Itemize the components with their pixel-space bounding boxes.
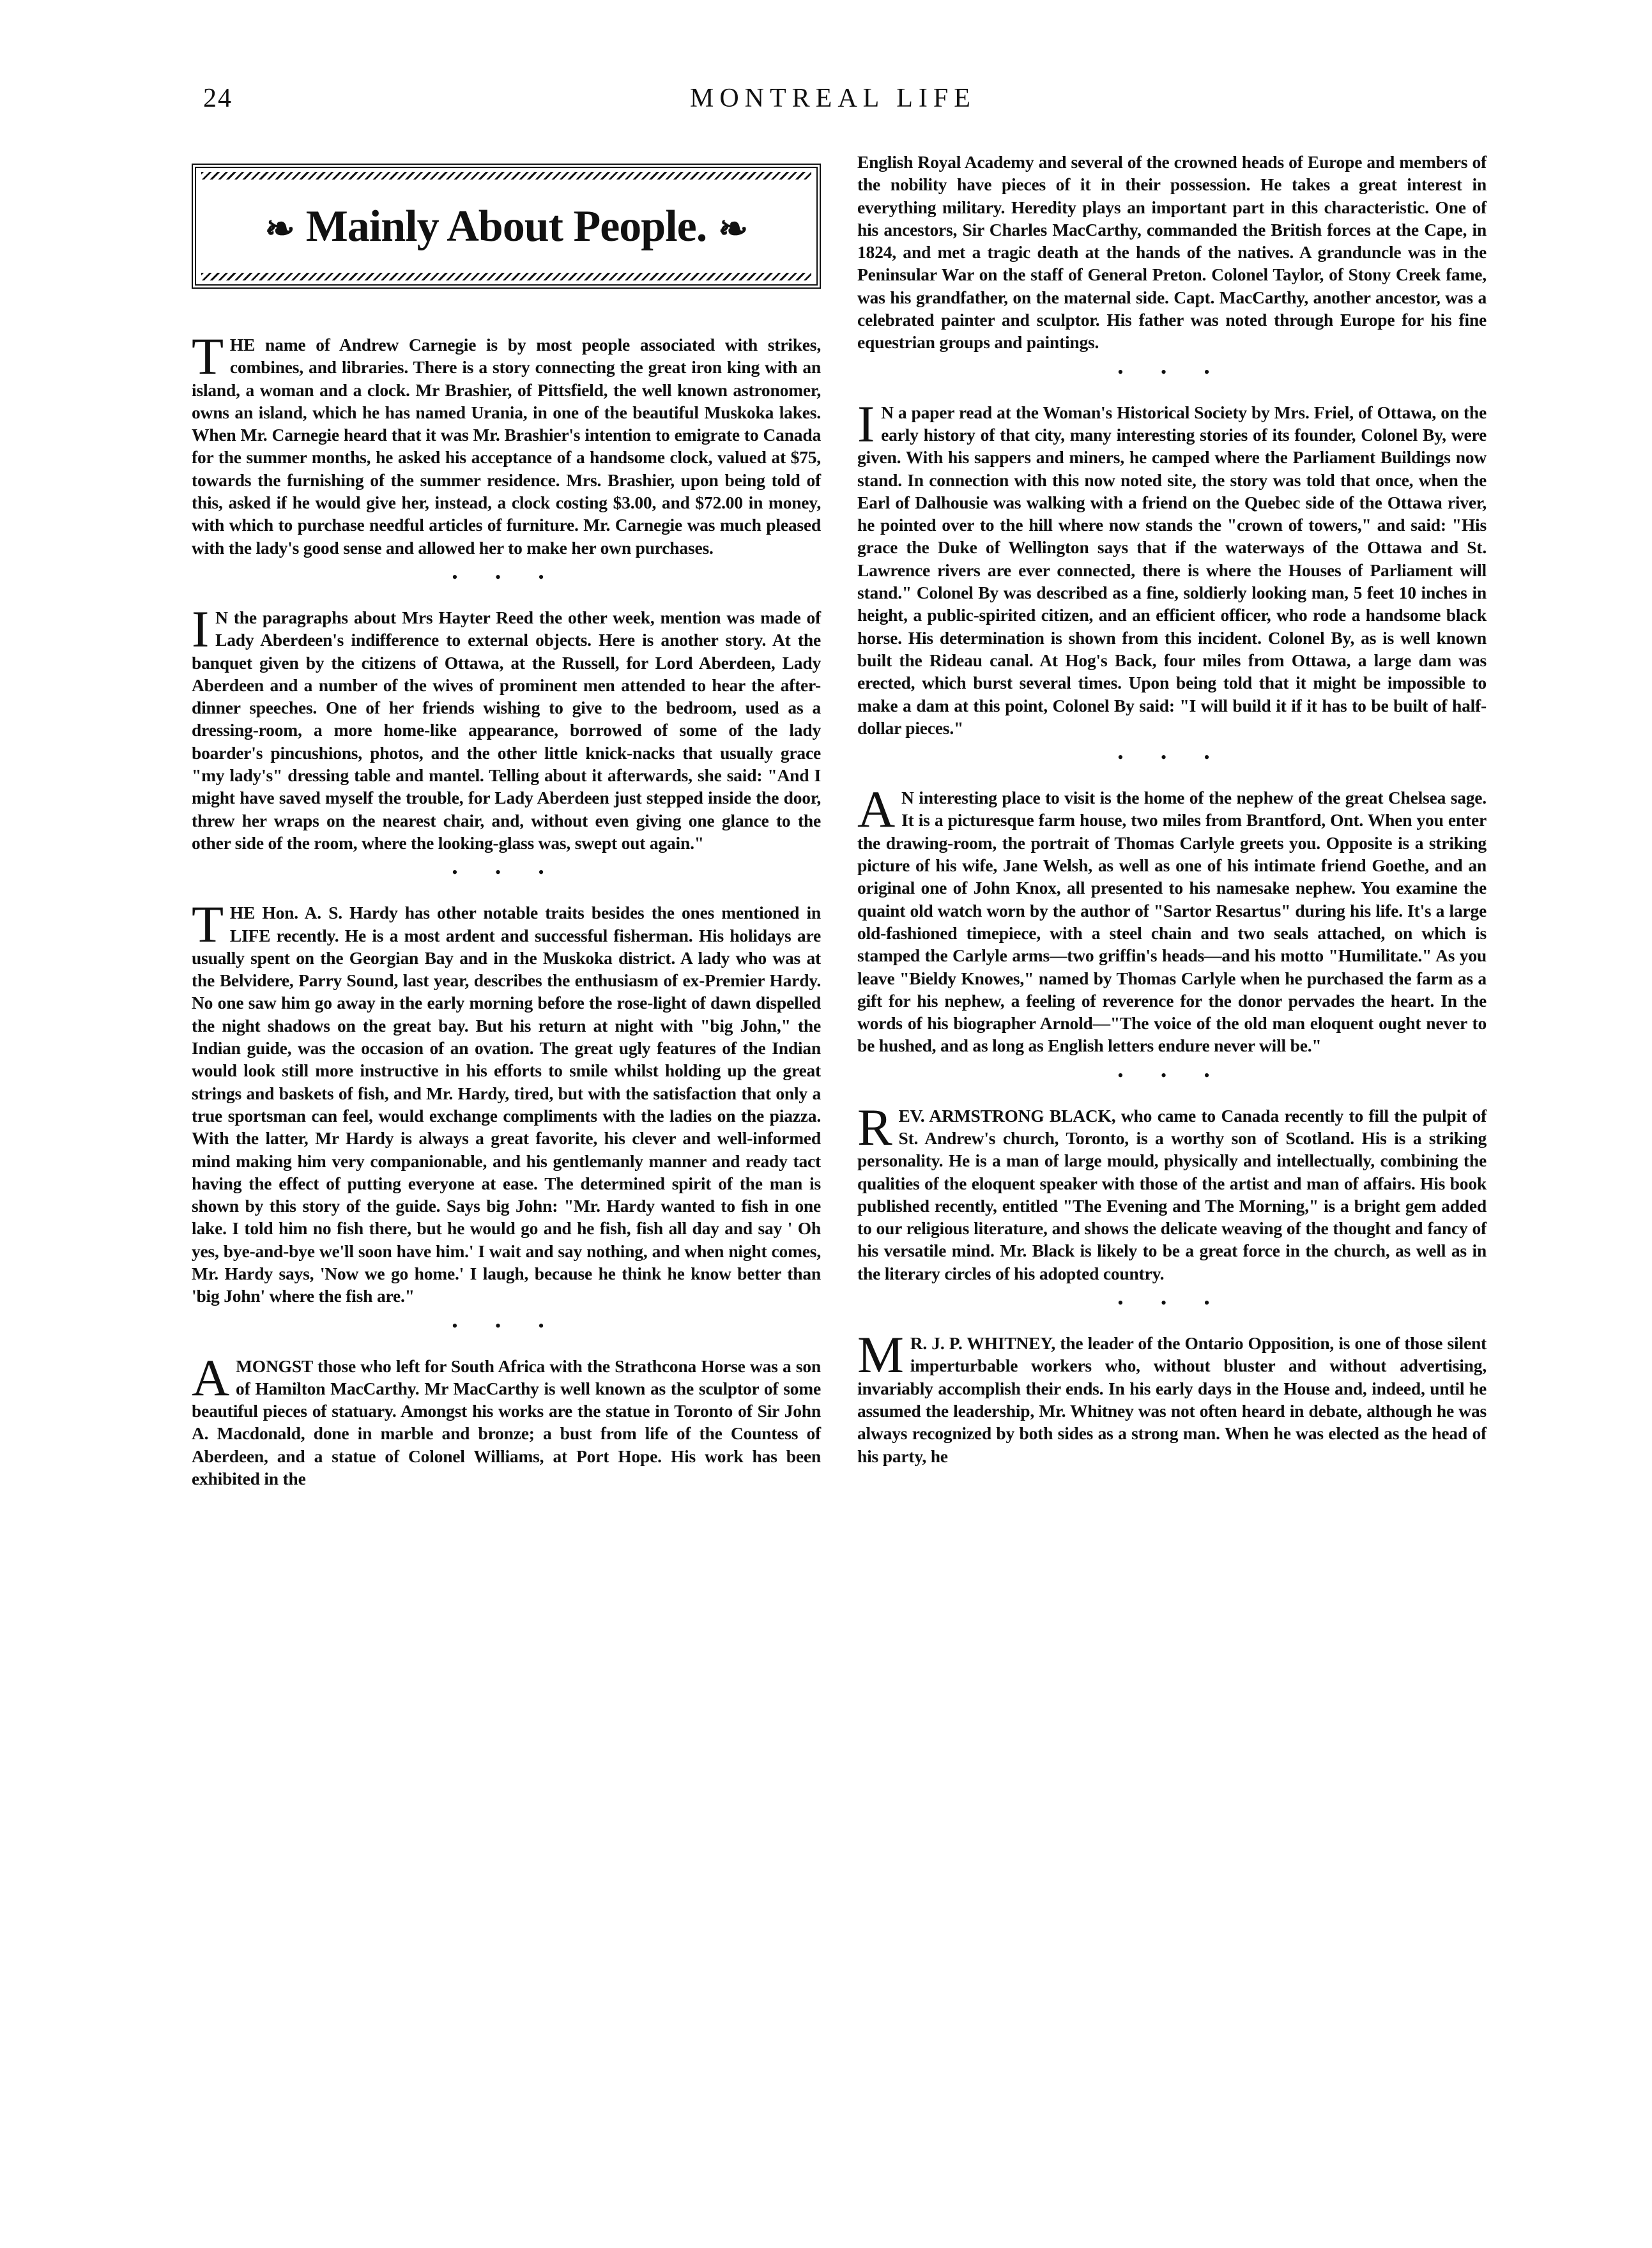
article-paragraph [192,1348,821,1490]
running-head [0,83,1652,121]
section-title [196,201,816,252]
drop-cap: I [192,599,210,658]
article-paragraph [857,394,1487,739]
section-separator: • • • [1117,362,1227,381]
article-paragraph [857,151,1487,354]
article-paragraph [857,780,1487,1057]
section-separator: • • • [452,1316,561,1335]
section-separator: • • • [452,863,561,882]
fleuron-icon: ❧ [264,210,294,249]
paragraph-text: R. J. P. WHITNEY, the leader of the Ontario Opposition, is one of those silent imperturbable workers who, without bluster and without advertising, invariably accomplish their ends. In his early days in the House and, indeed, until he assumed the leadership, Mr. Whitney was not often heard in debate, although he was always recognized by both sides as a strong man. When he was elected as the head of his party, he [857,1333,1487,1466]
paragraph-text: English Royal Academy and several of the crowned heads of Europe and members of the nobility have pieces of it in their possession. He takes a great interest in everything military. Heredity plays an important part in this characteristic. One of his ancestors, Sir Charles MacCarthy, commanded the British forces at the Cape, in 1824, and met a tragic death at the hands of the natives. A granduncle was in the Peninsular War on the staff of General Preton. Colonel Taylor, of Stony Creek fame, was his grandfather, on the maternal side. Capt. MacCarthy, another ancestor, was a celebrated painter and sculptor. His father was noted through Europe for his fine equestrian groups and paintings. [857,152,1487,353]
journal-title: MONTREAL LIFE [690,84,976,113]
section-header-box [192,164,821,289]
right-column [857,151,1487,1467]
article-paragraph [192,895,821,1307]
drop-cap: I [857,394,875,453]
paragraph-text: N a paper read at the Woman's Historical Society by Mrs. Friel, of Ottawa, on the early history of that city, many interesting stories of its founder, Colonel By, were given. With his sappers and miners, he camped where the Parliament Buildings now stand. In connection with this now noted site, the story was told that once, when the Earl of Dalhousie was walking with a friend on the Quebec side of the Ottawa river, he pointed over to the hill where now stands the "crown of towers," and said: "His grace the Duke of Wellington says that if the waterways of the Ottawa and St. Lawrence rivers are ever connected, there is where the Houses of Parliament will stand." Colonel By was described as a fine, soldierly looking man, 5 feet 10 inches in height, a public-spirited citizen, and an efficient officer, who rode a handsome black horse. His determination is shown from this incident. Colonel By, as is well known built the Rideau canal. At Hog's Back, four miles from Ottawa, a large dam was erected, which burst several times. Upon being told that it might be impossible to make a dam at this point, Colonel By said: "I will build it if it has to be built of half-dollar pieces." [857,402,1487,738]
paragraph-text: HE Hon. A. S. Hardy has other notable traits besides the ones mentioned in LIFE recently. He is a most ardent and successful fisherman. His holidays are usually spent on the Georgian Bay and in the Muskoka district. A lady who was at the Belvidere, Parry Sound, last year, describes the enthusiasm of ex-Premier Hardy. No one saw him go away in the early morning before the rose-light of dawn dispelled the night shadows on the great bay. But his return at night with "big John," the Indian guide, was the occasion of an ovation. The great ugly features of the Indian would look still more instructive in his efforts to smile whilst holding up the great strings and baskets of fish, and Mr. Hardy, tired, but with the satisfaction that only a true sportsman can feel, would exchange compliments with the ladies on the piazza. With the latter, Mr Hardy is always a great favorite, his clever and well-informed mind making him very companionable, and his gentlemanly manner and ready tact having the effect of putting everyone at ease. The determined spirit of the man is shown by this story of the guide. Says big John: "Mr. Hardy wanted to fish in one lake. I told him no fish there, but he would go and he fish, fish all day and say ' Oh yes, bye-and-bye we'll soon have him.' I wait and say nothing, and when night comes, Mr. Hardy says, 'Now we go home.' I laugh, because he think he know better than 'big John' where the fish are." [192,903,821,1306]
drop-cap: A [192,1348,230,1407]
article-paragraph [192,327,821,559]
paragraph-text: EV. ARMSTRONG BLACK, who came to Canada recently to fill the pulpit of St. Andrew's church, Toronto, is a worthy son of Scotland. His is a striking personality. He is a man of large mould, physically and intellectually, combining the qualities of the eloquent speaker with those of the artist and man of affairs. His book published recently, entitled "The Evening and The Morning," is a bright gem added to our religious literature, and shows the delicate weaving of the thought and fancy of his versatile mind. Mr. Black is likely to be a great force in the church, as well as in the literary circles of his adopted country. [857,1105,1487,1283]
section-separator: • • • [1117,1294,1227,1313]
wavy-border-bottom [201,273,811,280]
article-paragraph [192,599,821,854]
section-title-text: Mainly About People. [305,202,707,251]
drop-cap: R [857,1097,892,1156]
drop-cap: T [192,895,224,954]
paragraph-text: N the paragraphs about Mrs Hayter Reed the other week, mention was made of Lady Aberdeen's indifference to external objects. Here is another story. At the banquet given by the citizens of Ottawa, at the Russell, for Lord Aberdeen, Lady Aberdeen and a number of the wives of prominent men attended to hear the after-dinner speeches. One of her friends wishing to give to the bedroom, used as a dressing-room, a more home-like appearance, borrowed of some of the lady boarder's pincushions, photos, and the other little knick-nacks that usually grace "my lady's" dressing table and mantel. Telling about it afterwards, she said: "And I might have saved myself the trouble, for Lady Aberdeen just stepped inside the door, threw her wraps on the nearest chair, and, without even giving one glance to the other side of the room, where the looking-glass was, swept out again." [192,607,821,853]
drop-cap: A [857,780,896,839]
article-paragraph [857,1097,1487,1285]
wavy-border-top [201,172,811,180]
paragraph-text: MONGST those who left for South Africa with the Strathcona Horse was a son of Hamilton MacCarthy. Mr MacCarthy is well known as the sculptor of some beautiful pieces of statuary. Amongst his works are the statue in Toronto of Sir John A. Macdonald, done in marble and bronze; a bust from life of the Countess of Aberdeen, and a statue of Colonel Williams, at Port Hope. His work has been exhibited in the [192,1356,821,1489]
page-number: 24 [203,84,233,113]
paragraph-text: HE name of Andrew Carnegie is by most people associated with strikes, combines, and libraries. There is a story connecting the great iron king with an island, a woman and a clock. Mr Brashier, of Pittsfield, the well known astronomer, owns an island, which he has named Urania, in one of the beautiful Muskoka lakes. When Mr. Carnegie heard that it was Mr. Brashier's intention to emigrate to Canada for the summer months, he asked his acceptance of a handsome clock, valued at $75, towards the furnishing of the summer residence. Mrs. Brashier, upon being told of this, asked if he would give her, instead, a clock costing $3.00, and $72.00 in money, with which to purchase needful articles of furniture. Mr. Carnegie was much pleased with the lady's good sense and allowed her to make her own purchases. [192,335,821,558]
drop-cap: T [192,327,224,385]
section-separator: • • • [1117,1066,1227,1085]
article-paragraph [857,1326,1487,1467]
paragraph-text: N interesting place to visit is the home of the nephew of the great Chelsea sage. It is a picturesque farm house, two miles from Brantford, Ont. When you enter the drawing-room, the portrait of Thomas Carlyle greets you. Opposite is a striking picture of his wife, Jane Welsh, as well as one of his intimate friend Goethe, and an original one of John Knox, all presented to his namesake nephew. You examine the quaint old watch worn by the author of "Sartor Resartus" during his life. It's a large old-fashioned timepiece, with a steel chain and two seals attached, on which is stamped the Carlyle arms—two griffin's heads—and his motto "Humilitate." As you leave "Bieldy Knowes," named by Thomas Carlyle when he purchased the farm as a gift for his nephew, a feeling of reverence for the donor pervades the heart. In the words of his biographer Arnold—"The voice of the old man eloquent ought never to be hushed, and as long as English letters endure never will be." [857,788,1487,1056]
fleuron-icon: ❧ [718,210,748,249]
section-separator: • • • [1117,748,1227,767]
section-separator: • • • [452,567,561,586]
left-column [192,151,821,1490]
drop-cap: M [857,1326,904,1384]
